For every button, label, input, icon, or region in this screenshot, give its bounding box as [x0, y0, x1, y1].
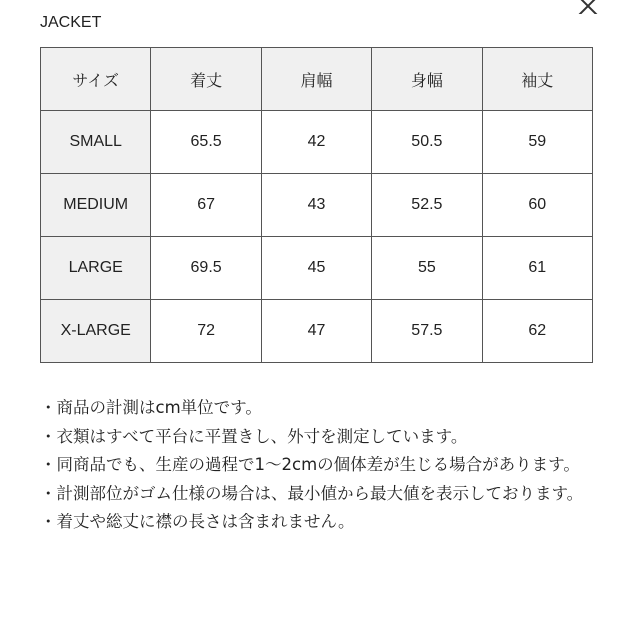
- notes-section: [40, 394, 600, 537]
- close-icon[interactable]: [567, 0, 607, 14]
- header-length: 着丈: [151, 48, 261, 111]
- table-cell: 60: [482, 174, 592, 237]
- table-cell: 47: [261, 300, 371, 363]
- table-row: [41, 174, 593, 237]
- table-cell: 69.5: [151, 237, 261, 300]
- header-shoulder: 肩幅: [261, 48, 371, 111]
- table-cell: 50.5: [372, 111, 482, 174]
- table-cell: 55: [372, 237, 482, 300]
- note-measurement-unit: ・商品の計測はcm単位です。: [40, 398, 262, 417]
- table-header-row: [41, 48, 593, 111]
- table-cell: 65.5: [151, 111, 261, 174]
- table-cell: 62: [482, 300, 592, 363]
- size-label: LARGE: [41, 237, 151, 300]
- size-label: MEDIUM: [41, 174, 151, 237]
- size-label: SMALL: [41, 111, 151, 174]
- table-cell: 42: [261, 111, 371, 174]
- size-label: X-LARGE: [41, 300, 151, 363]
- header-size: サイズ: [41, 48, 151, 111]
- table-cell: 57.5: [372, 300, 482, 363]
- note-measurement-method: ・衣類はすべて平台に平置きし、外寸を測定しています。: [40, 426, 468, 446]
- note-elastic-parts: ・計測部位がゴム仕様の場合は、最小値から最大値を表示しております。: [40, 483, 584, 503]
- table-row: [41, 237, 593, 300]
- size-table: [40, 47, 593, 363]
- table-cell: 52.5: [372, 174, 482, 237]
- table-cell: 45: [261, 237, 371, 300]
- table-cell: 61: [482, 237, 592, 300]
- table-cell: 67: [151, 174, 261, 237]
- table-row: [41, 300, 593, 363]
- table-cell: 72: [151, 300, 261, 363]
- table-cell: 43: [261, 174, 371, 237]
- header-sleeve: 袖丈: [482, 48, 592, 111]
- page-title: JACKET: [40, 14, 102, 31]
- header-chest: 身幅: [372, 48, 482, 111]
- table-cell: 59: [482, 111, 592, 174]
- table-row: [41, 111, 593, 174]
- note-collar-length: ・着丈や総丈に襟の長さは含まれません。: [40, 512, 355, 531]
- note-individual-variation: ・同商品でも、生産の過程で1〜2cmの個体差が生じる場合があります。: [40, 455, 580, 474]
